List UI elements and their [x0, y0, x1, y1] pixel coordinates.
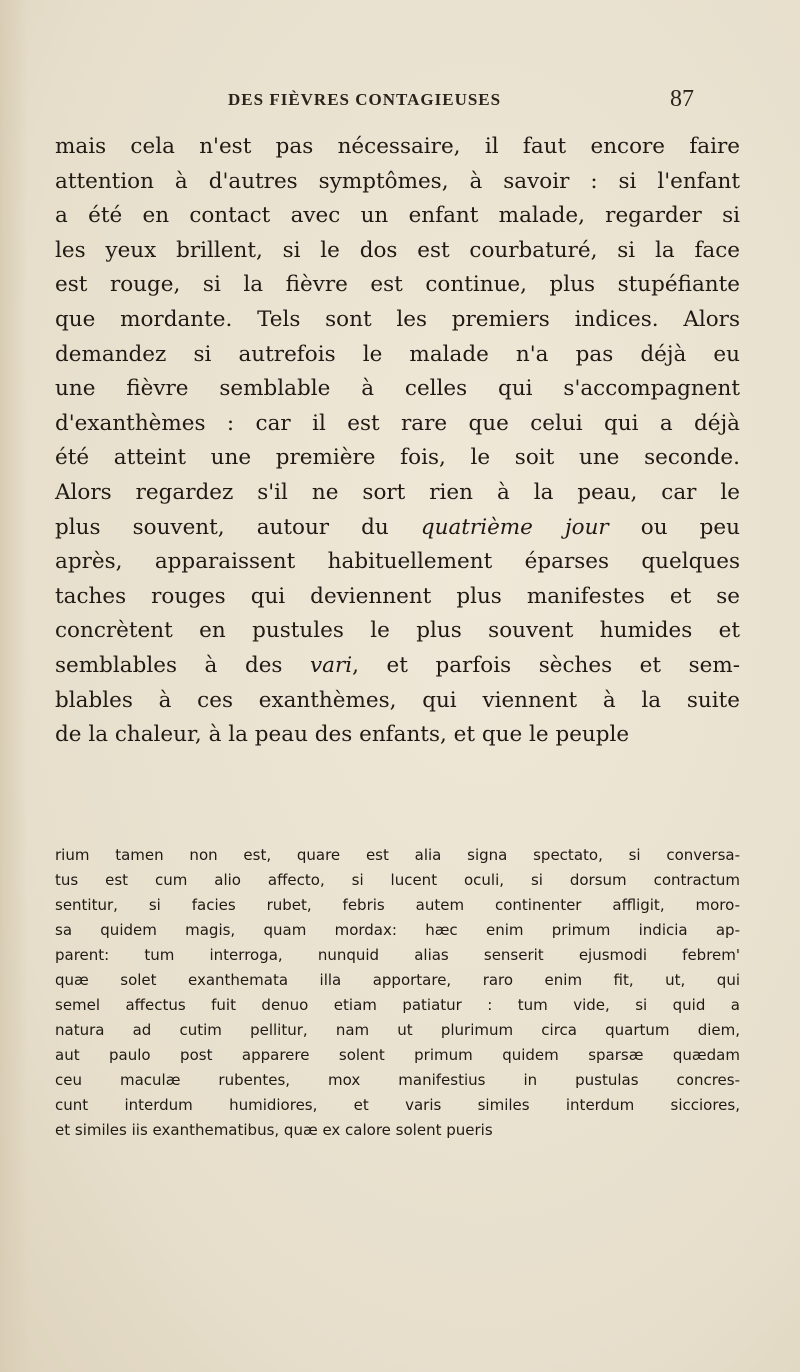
text-line: d'exanthèmes : car il est rare que celui qui a déjà	[55, 410, 740, 436]
footnote-line: tus est cum alio affecto, si lucent oculi, si dorsum contractum	[55, 871, 740, 889]
text-run: plus souvent, autour du	[55, 514, 421, 540]
text-line: taches rouges qui deviennent plus manifestes et se	[55, 583, 740, 609]
text-run: , et parfois sèches et sem-	[352, 652, 741, 678]
main-text-block	[55, 130, 740, 753]
text-line: de la chaleur, à la peau des enfants, et que le peuple	[55, 722, 630, 748]
running-head: DES FIÈVRES CONTAGIEUSES	[228, 90, 502, 109]
text-line: attention à d'autres symptômes, à savoir : si l'enfant	[55, 168, 740, 194]
text-line: une fièvre semblable à celles qui s'accompagnent	[55, 376, 740, 402]
text-line: été atteint une première fois, le soit une seconde.	[55, 445, 740, 471]
text-line	[55, 511, 740, 546]
footnote-line: cunt interdum humidiores, et varis similes interdum sicciores,	[55, 1096, 740, 1114]
text-line: est rouge, si la fièvre est continue, plus stupéfiante	[55, 272, 740, 298]
footnote-line: semel affectus fuit denuo etiam patiatur : tum vide, si quid a	[55, 996, 740, 1014]
text-line: demandez si autrefois le malade n'a pas déjà eu	[55, 341, 740, 367]
footnote-line: ceu maculæ rubentes, mox manifestius in pustulas concres-	[55, 1071, 740, 1089]
page-number: 87	[670, 86, 694, 112]
footnote-line: natura ad cutim pellitur, nam ut plurimum circa quartum diem,	[55, 1021, 740, 1039]
text-line: blables à ces exanthèmes, qui viennent à la suite	[55, 687, 740, 713]
text-line: Alors regardez s'il ne sort rien à la peau, car le	[55, 479, 740, 505]
text-run: ou peu	[608, 514, 740, 540]
footnote-line: rium tamen non est, quare est alia signa spectato, si conversa-	[55, 846, 740, 864]
latin-footnote	[55, 843, 740, 1143]
text-line: a été en contact avec un enfant malade, regarder si	[55, 203, 740, 229]
italic-word: vari	[310, 652, 353, 678]
page-header	[0, 86, 800, 116]
italic-phrase: quatrième jour	[420, 514, 609, 540]
text-line	[55, 649, 740, 684]
text-line: les yeux brillent, si le dos est courbaturé, si la face	[55, 237, 740, 263]
footnote-line: sa quidem magis, quam mordax: hæc enim primum indicia ap-	[55, 921, 740, 939]
text-line: après, apparaissent habituellement éparses quelques	[55, 549, 740, 575]
footnote-line: sentitur, si facies rubet, febris autem continenter affligit, moro-	[55, 896, 740, 914]
footnote-line: parent: tum interroga, nunquid alias senserit ejusmodi febrem'	[55, 946, 740, 964]
footnote-line: quæ solet exanthemata illa apportare, raro enim fit, ut, qui	[55, 971, 740, 989]
page-gutter-shadow	[0, 0, 28, 1372]
footnote-line: et similes iis exanthematibus, quæ ex calore solent pueris	[55, 1121, 493, 1139]
text-run: semblables à des	[55, 652, 311, 678]
footnote-line: aut paulo post apparere solent primum quidem sparsæ quædam	[55, 1046, 740, 1064]
text-line: concrètent en pustules le plus souvent humides et	[55, 618, 740, 644]
text-line: que mordante. Tels sont les premiers indices. Alors	[55, 306, 740, 332]
text-line: mais cela n'est pas nécessaire, il faut encore faire	[55, 134, 740, 159]
